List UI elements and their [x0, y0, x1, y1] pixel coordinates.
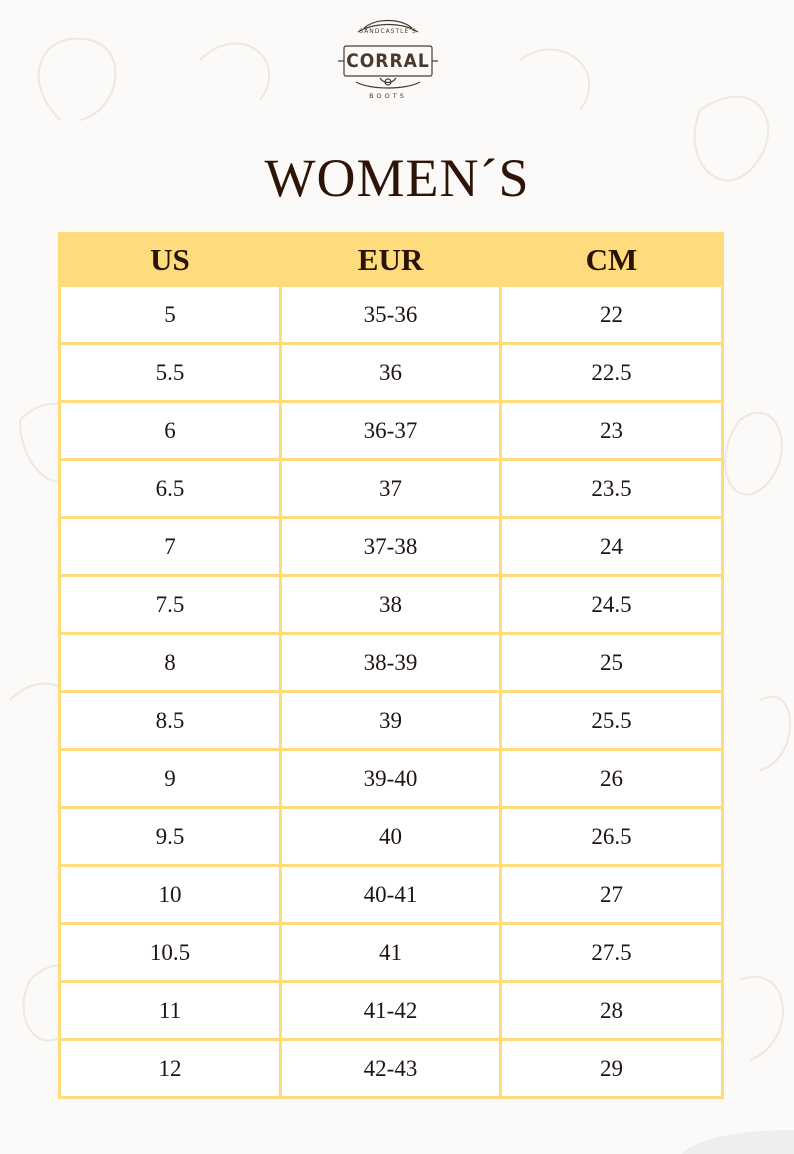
cm-size-cell: 24.5	[501, 576, 723, 634]
logo-top-text: SANDCASTLE'S	[359, 28, 417, 35]
cm-size-cell: 23	[501, 402, 723, 460]
cm-size-cell: 29	[501, 1040, 723, 1098]
eur-size-cell: 36	[281, 344, 501, 402]
table-row	[60, 576, 723, 634]
cm-size-cell: 25	[501, 634, 723, 692]
corral-boots-logo	[336, 16, 440, 104]
eur-size-cell: 42-43	[281, 1040, 501, 1098]
us-size-cell: 5	[60, 286, 281, 344]
table-row	[60, 982, 723, 1040]
table-header-row	[60, 234, 723, 286]
us-size-cell: 9.5	[60, 808, 281, 866]
cm-size-cell: 27.5	[501, 924, 723, 982]
eur-size-cell: 35-36	[281, 286, 501, 344]
table-row	[60, 344, 723, 402]
cm-size-cell: 22.5	[501, 344, 723, 402]
column-header-us: US	[60, 234, 281, 286]
table-row	[60, 808, 723, 866]
cm-size-cell: 26.5	[501, 808, 723, 866]
table-row	[60, 518, 723, 576]
eur-size-cell: 41-42	[281, 982, 501, 1040]
cm-size-cell: 24	[501, 518, 723, 576]
table-row	[60, 286, 723, 344]
table-row	[60, 1040, 723, 1098]
eur-size-cell: 39-40	[281, 750, 501, 808]
cm-size-cell: 23.5	[501, 460, 723, 518]
us-size-cell: 7.5	[60, 576, 281, 634]
eur-size-cell: 40	[281, 808, 501, 866]
eur-size-cell: 40-41	[281, 866, 501, 924]
table-row	[60, 924, 723, 982]
logo-wordmark: CORRAL	[346, 50, 430, 72]
us-size-cell: 6	[60, 402, 281, 460]
eur-size-cell: 38-39	[281, 634, 501, 692]
cm-size-cell: 26	[501, 750, 723, 808]
cm-size-cell: 25.5	[501, 692, 723, 750]
column-header-eur: EUR	[281, 234, 501, 286]
eur-size-cell: 41	[281, 924, 501, 982]
cm-size-cell: 22	[501, 286, 723, 344]
logo-bottom-text: BOOTS	[369, 92, 407, 100]
size-chart-table	[58, 232, 724, 1099]
us-size-cell: 10.5	[60, 924, 281, 982]
cm-size-cell: 28	[501, 982, 723, 1040]
us-size-cell: 10	[60, 866, 281, 924]
eur-size-cell: 37	[281, 460, 501, 518]
eur-size-cell: 39	[281, 692, 501, 750]
us-size-cell: 9	[60, 750, 281, 808]
column-header-cm: CM	[501, 234, 723, 286]
us-size-cell: 8.5	[60, 692, 281, 750]
table-row	[60, 460, 723, 518]
table-row	[60, 866, 723, 924]
table-row	[60, 634, 723, 692]
table-row	[60, 750, 723, 808]
table-row	[60, 402, 723, 460]
us-size-cell: 8	[60, 634, 281, 692]
eur-size-cell: 36-37	[281, 402, 501, 460]
us-size-cell: 6.5	[60, 460, 281, 518]
us-size-cell: 11	[60, 982, 281, 1040]
table-body	[60, 286, 723, 1098]
eur-size-cell: 38	[281, 576, 501, 634]
cm-size-cell: 27	[501, 866, 723, 924]
table-row	[60, 692, 723, 750]
us-size-cell: 7	[60, 518, 281, 576]
us-size-cell: 12	[60, 1040, 281, 1098]
page-title: WOMEN´S	[264, 148, 530, 208]
us-size-cell: 5.5	[60, 344, 281, 402]
eur-size-cell: 37-38	[281, 518, 501, 576]
